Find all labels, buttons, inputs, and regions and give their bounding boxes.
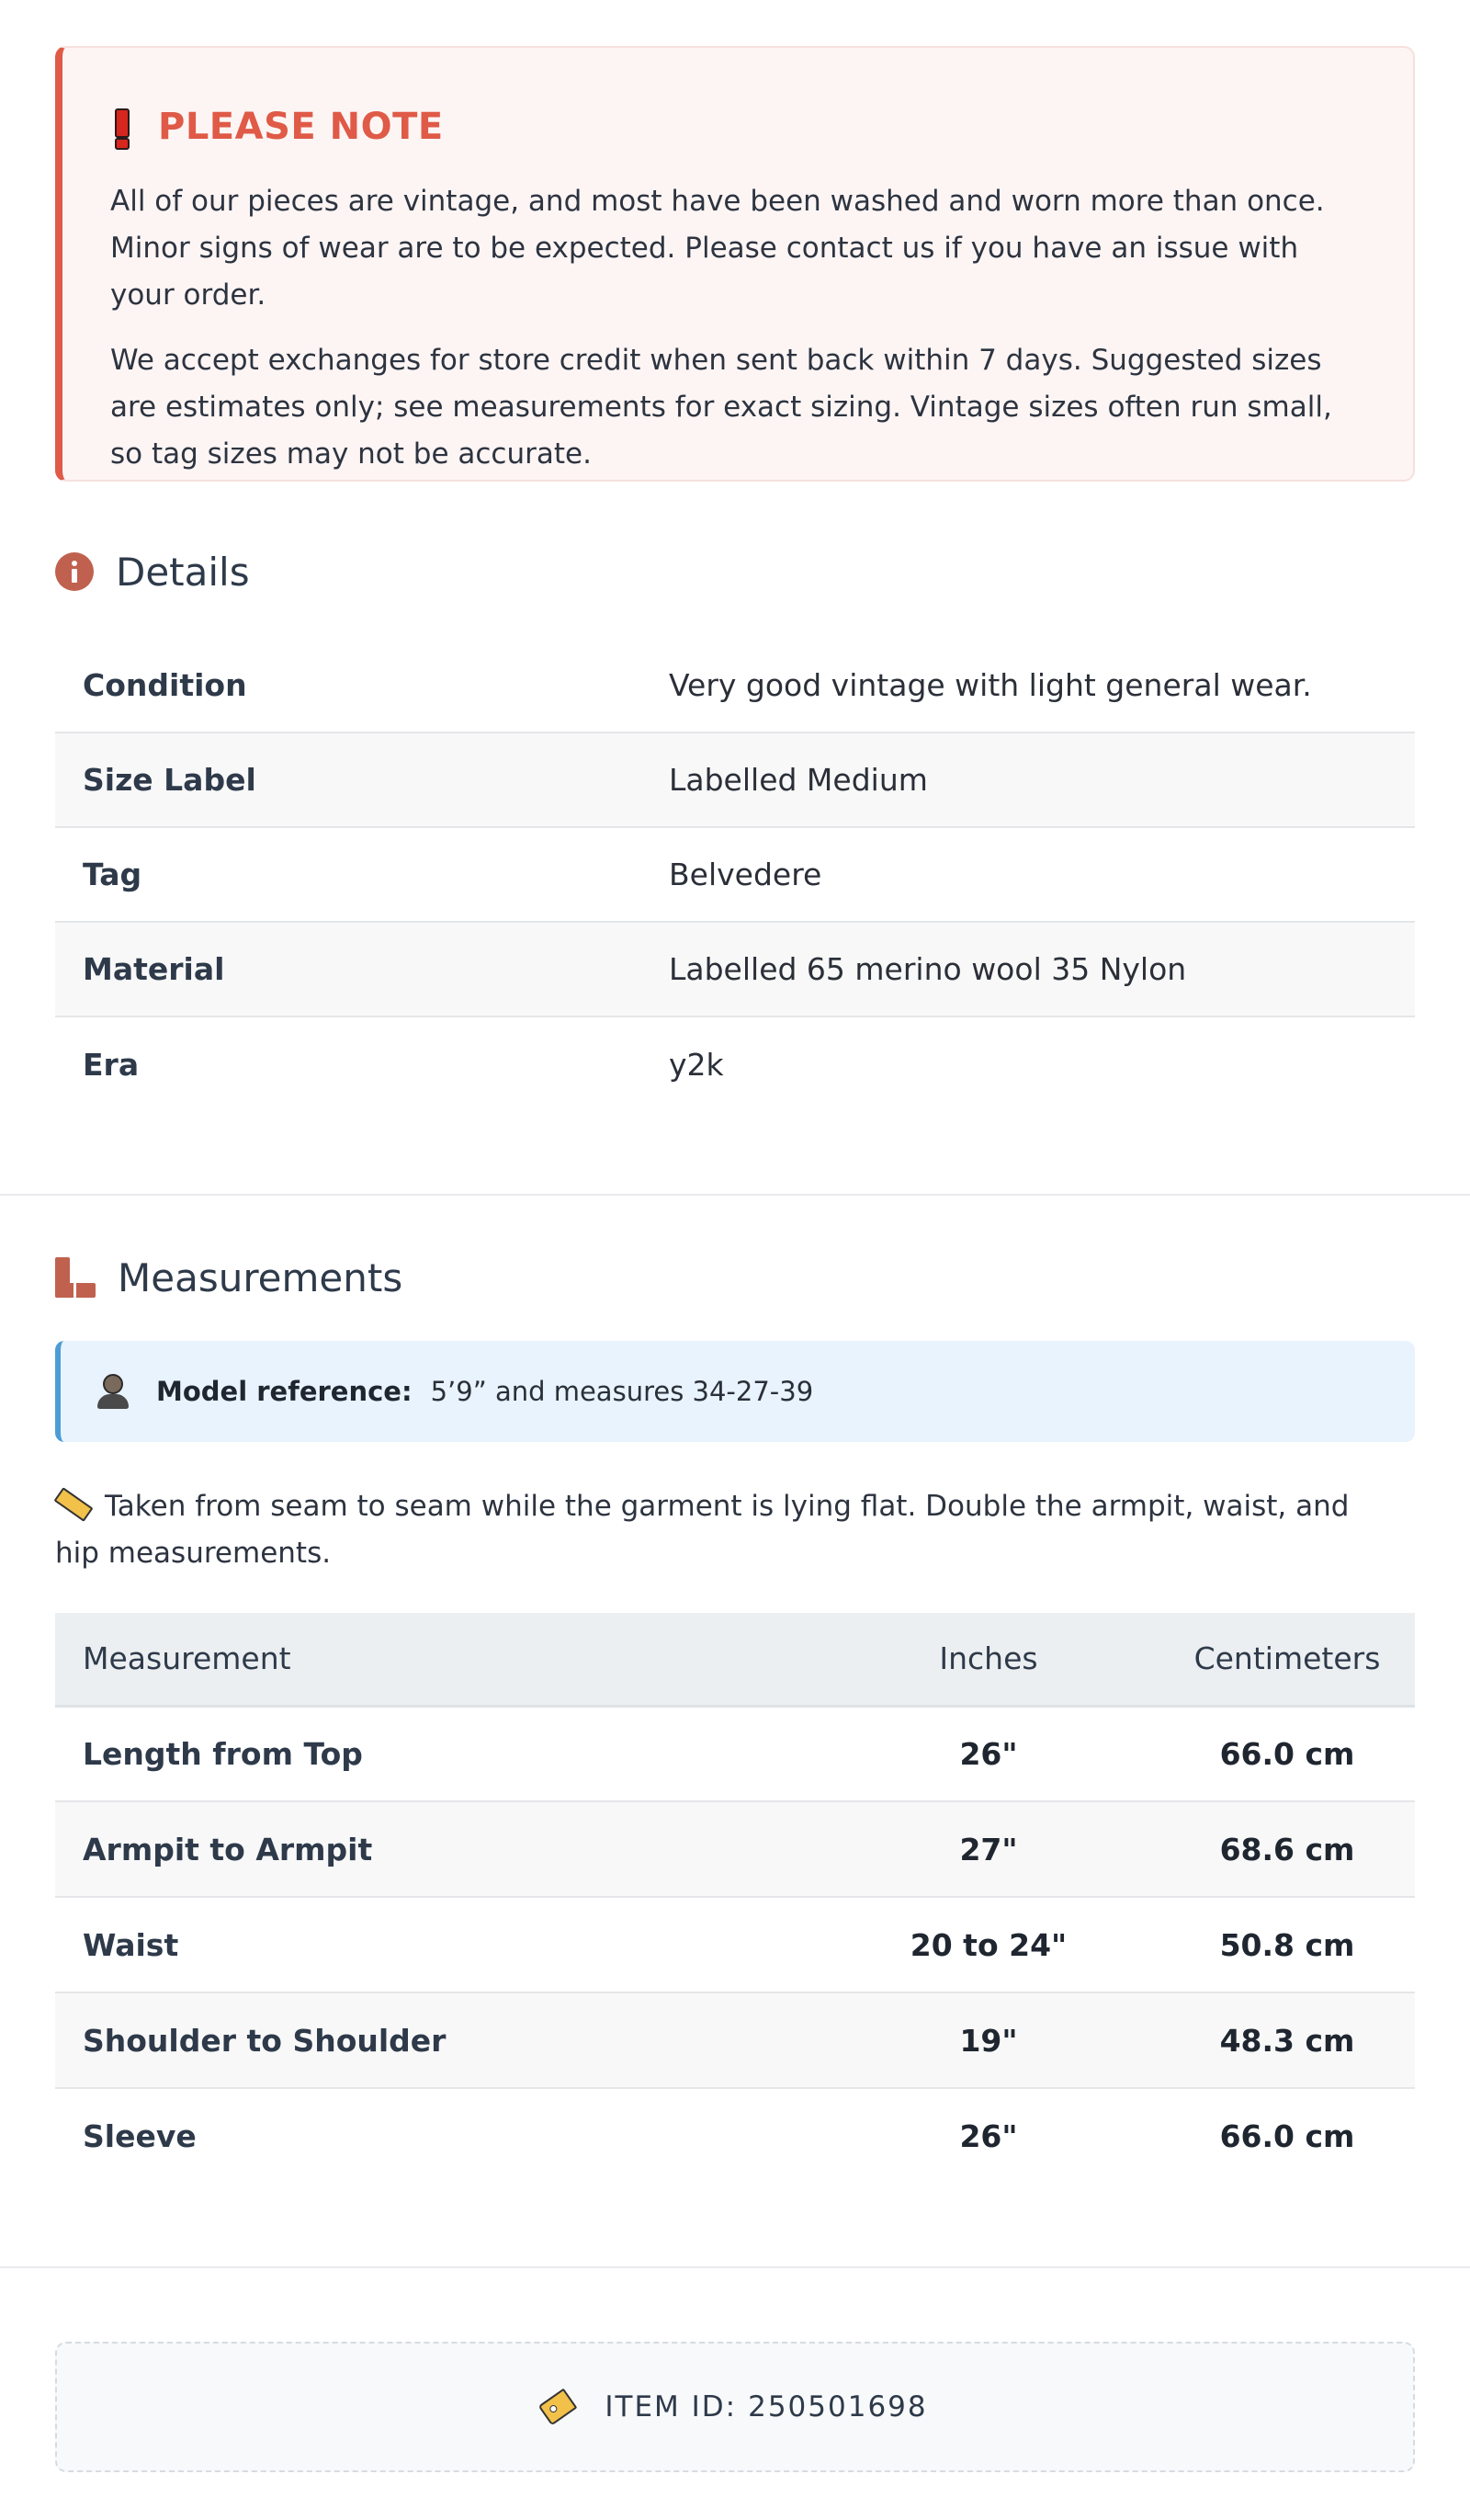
column-header-measurement: Measurement <box>55 1613 818 1706</box>
section-divider <box>0 2266 1470 2268</box>
instructions-text: Taken from seam to seam while the garment is lying flat. Double the armpit, waist, and hip measurements. <box>55 1490 1350 1570</box>
detail-label: Material <box>55 922 669 1016</box>
detail-label: Tag <box>55 827 669 922</box>
notice-title: PLEASE NOTE <box>158 106 444 148</box>
measurements-table <box>55 1613 1415 2184</box>
measurement-inches: 26" <box>959 1735 1018 1772</box>
detail-label: Size Label <box>55 732 669 827</box>
measurement-name: Length from Top <box>83 1735 363 1772</box>
detail-value: Labelled Medium <box>669 732 1415 827</box>
model-reference-value: 5’9” and measures 34-27-39 <box>430 1376 814 1407</box>
measurement-inches: 20 to 24" <box>818 1897 1159 1992</box>
measurement-inches: 26" <box>818 2088 1159 2184</box>
table-row <box>55 2088 1415 2184</box>
model-reference <box>55 1341 1415 1442</box>
measurements-title: Measurements <box>118 1254 403 1300</box>
detail-value: Labelled 65 merino wool 35 Nylon <box>669 922 1415 1016</box>
measurement-cm: 68.6 cm <box>1159 1801 1415 1897</box>
table-row <box>55 1016 1415 1111</box>
table-row <box>55 922 1415 1016</box>
column-header-inches: Inches <box>818 1613 1159 1706</box>
tag-icon <box>538 2389 578 2426</box>
notice-box <box>55 46 1415 482</box>
table-row <box>55 1801 1415 1897</box>
exclamation-icon <box>110 107 130 147</box>
notice-header <box>110 101 1367 153</box>
item-id-value: 250501698 <box>748 2390 928 2424</box>
measurement-name: Armpit to Armpit <box>55 1801 818 1897</box>
model-reference-label: Model reference: <box>156 1376 413 1407</box>
measurement-name: Waist <box>55 1897 818 1992</box>
item-id-box <box>55 2342 1415 2472</box>
details-table <box>55 638 1415 1111</box>
measurement-name: Sleeve <box>55 2088 818 2184</box>
table-row <box>55 1706 1415 1801</box>
table-row <box>55 732 1415 827</box>
detail-value: Very good vintage with light general wear. <box>669 666 1312 703</box>
measurement-instructions <box>55 1483 1378 1577</box>
table-row <box>55 1897 1415 1992</box>
measurement-cm: 66.0 cm <box>1219 1735 1355 1772</box>
details-heading <box>55 546 250 597</box>
details-title: Details <box>116 549 250 595</box>
detail-label: Era <box>55 1016 669 1111</box>
measurement-cm: 48.3 cm <box>1159 1992 1415 2088</box>
measurement-inches: 19" <box>818 1992 1159 2088</box>
notice-paragraph-1: All of our pieces are vintage, and most have been washed and worn more than once. Minor signs of wear are to be expected. Please contact us if you have an issue with your order. <box>110 185 1325 312</box>
detail-value: y2k <box>669 1016 1415 1111</box>
measurement-cm: 66.0 cm <box>1159 2088 1415 2184</box>
section-divider <box>0 1194 1470 1196</box>
table-row <box>55 638 1415 732</box>
measurement-name: Shoulder to Shoulder <box>55 1992 818 2088</box>
item-id-label: ITEM ID: <box>605 2390 738 2424</box>
pencil-icon <box>53 1487 93 1522</box>
column-header-centimeters: Centimeters <box>1159 1613 1415 1706</box>
table-row <box>55 827 1415 922</box>
measurements-heading <box>55 1252 402 1303</box>
info-icon <box>55 552 94 591</box>
notice-paragraph-2: We accept exchanges for store credit when sent back within 7 days. Suggested sizes are estimates only; see measurements for exact sizing. Vintage sizes often run small, so tag sizes may not be accurate. <box>110 344 1332 471</box>
measurement-cm: 50.8 cm <box>1159 1897 1415 1992</box>
measurement-inches: 27" <box>818 1801 1159 1897</box>
person-icon <box>97 1374 129 1409</box>
table-header-row <box>55 1613 1415 1706</box>
ruler-icon <box>55 1257 96 1298</box>
detail-label: Condition <box>83 666 247 703</box>
table-row <box>55 1992 1415 2088</box>
detail-value: Belvedere <box>669 827 1415 922</box>
